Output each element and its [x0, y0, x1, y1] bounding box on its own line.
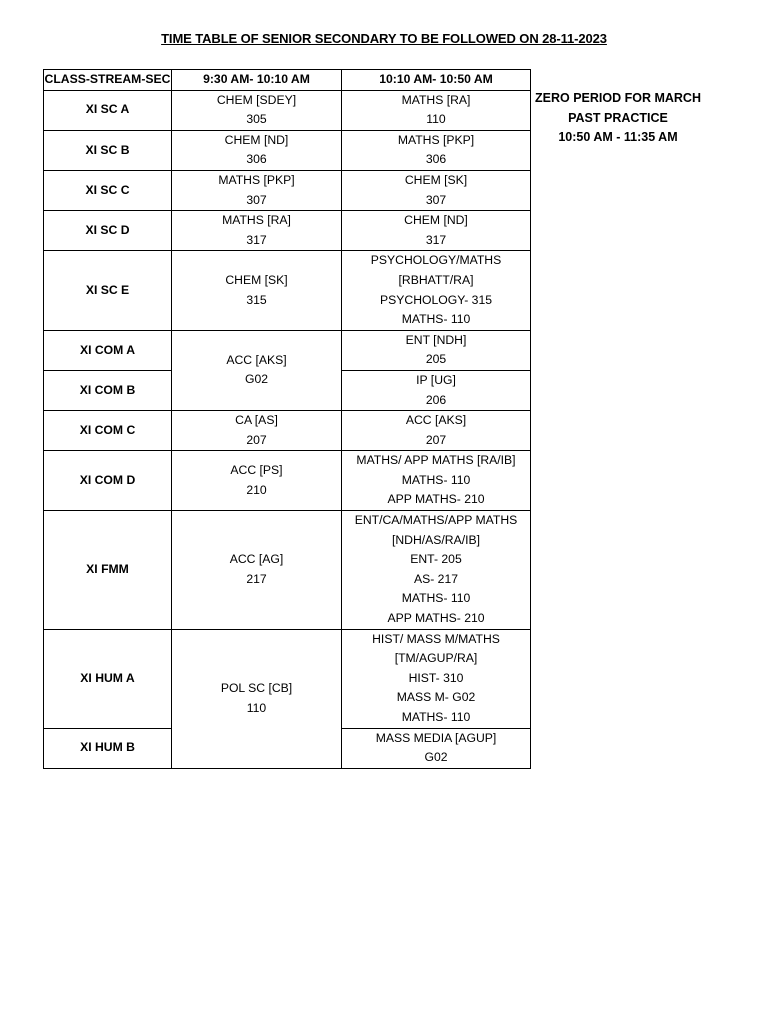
period-2-line: MATHS/ APP MATHS [RA/IB] — [356, 453, 516, 468]
table-row — [44, 451, 531, 511]
period-2-room: 317 — [425, 232, 447, 247]
period-2-room: G02 — [424, 750, 448, 765]
table-row — [44, 411, 531, 451]
period-1-room: G02 — [244, 372, 269, 387]
period-1-room: 110 — [246, 700, 267, 715]
period-2-subject: MATHS [RA] — [401, 92, 471, 107]
period-1-room: 315 — [246, 292, 267, 307]
period-2-room: 205 — [425, 352, 447, 367]
period-2-subject: MASS MEDIA [AGUP] — [375, 730, 497, 745]
class-cell: XI COM C — [44, 411, 172, 451]
class-cell: XI SC B — [44, 130, 172, 170]
period-1-subject: CHEM [ND] — [224, 132, 289, 147]
period-2-cell — [342, 728, 531, 768]
period-2-cell — [342, 629, 531, 728]
period-2-subject: MATHS [PKP] — [397, 132, 475, 147]
period-1-cell — [172, 130, 342, 170]
class-cell: XI SC C — [44, 170, 172, 210]
period-2-line: ENT- 205 — [410, 552, 462, 567]
table-row — [44, 511, 531, 630]
period-1-cell — [172, 90, 342, 130]
class-cell: XI HUM B — [44, 728, 172, 768]
period-2-cell — [342, 451, 531, 511]
period-1-subject: POL SC [CB] — [220, 681, 293, 696]
table-row — [44, 130, 531, 170]
note-line: PAST PRACTICE — [568, 110, 668, 125]
table-row — [44, 90, 531, 130]
header-period-1: 9:30 AM- 10:10 AM — [172, 70, 342, 91]
period-2-cell — [342, 411, 531, 451]
period-2-line: MATHS- 110 — [401, 312, 471, 327]
page-title: TIME TABLE OF SENIOR SECONDARY TO BE FOLLOWED ON 28-11-2023 — [161, 31, 607, 46]
period-2-line: PSYCHOLOGY- 315 — [380, 292, 492, 307]
period-2-line: HIST- 310 — [408, 670, 464, 685]
zero-period-note — [533, 89, 703, 148]
class-cell: XI COM A — [44, 330, 172, 370]
period-2-line: MATHS- 110 — [401, 591, 471, 606]
period-2-cell — [342, 170, 531, 210]
period-2-room: 206 — [425, 392, 447, 407]
table-row — [44, 251, 531, 330]
class-cell: XI SC E — [44, 251, 172, 330]
period-2-line: MASS M- G02 — [396, 690, 476, 705]
period-1-room: 217 — [246, 571, 267, 586]
period-1-cell — [172, 330, 342, 410]
period-1-cell — [172, 251, 342, 330]
period-1-cell — [172, 170, 342, 210]
period-1-room: 306 — [246, 152, 267, 167]
note-line: ZERO PERIOD FOR MARCH — [535, 91, 701, 105]
table-row — [44, 170, 531, 210]
period-1-subject: MATHS [PKP] — [218, 172, 295, 187]
period-1-subject: CHEM [SDEY] — [216, 92, 297, 107]
class-cell: XI SC D — [44, 211, 172, 251]
period-1-subject: MATHS [RA] — [222, 213, 291, 228]
period-1-subject: ACC [PS] — [230, 463, 283, 478]
period-1-room: 307 — [246, 192, 267, 207]
period-2-line: APP MATHS- 210 — [387, 611, 485, 626]
period-1-room: 317 — [246, 232, 267, 247]
period-1-subject: CHEM [SK] — [225, 272, 288, 287]
header-period-2: 10:10 AM- 10:50 AM — [342, 70, 531, 91]
period-2-cell — [342, 251, 531, 330]
period-1-room: 210 — [246, 482, 267, 497]
period-2-line: AS- 217 — [413, 571, 459, 586]
period-1-room: 305 — [246, 112, 267, 127]
timetable — [43, 69, 531, 769]
period-2-subject: CHEM [SK] — [404, 172, 468, 187]
period-2-line: MATHS- 110 — [401, 710, 471, 724]
period-2-cell — [342, 511, 531, 630]
period-1-cell — [172, 511, 342, 630]
period-2-line: APP MATHS- 210 — [387, 492, 485, 507]
period-2-subject: IP [UG] — [416, 372, 456, 387]
table-row — [44, 330, 531, 370]
header-row — [44, 70, 531, 91]
period-1-subject: CA [AS] — [235, 413, 278, 428]
period-2-subject: ACC [AKS] — [405, 413, 467, 428]
period-1-cell — [172, 451, 342, 511]
period-2-room: 110 — [426, 112, 446, 127]
table-row — [44, 629, 531, 728]
period-2-cell — [342, 130, 531, 170]
class-cell: XI FMM — [44, 511, 172, 630]
period-2-room: 207 — [425, 432, 447, 447]
period-2-cell — [342, 370, 531, 410]
period-2-room: 306 — [425, 152, 447, 167]
period-2-cell — [342, 330, 531, 370]
period-2-cell — [342, 211, 531, 251]
period-2-subject: CHEM [ND] — [404, 213, 468, 228]
header-class: CLASS-STREAM-SEC — [44, 70, 172, 91]
period-2-room: 307 — [425, 192, 447, 207]
period-1-room: 207 — [246, 432, 267, 447]
period-1-subject: ACC [AG] — [229, 552, 284, 567]
class-cell: XI SC A — [44, 90, 172, 130]
period-2-line: HIST/ MASS M/MATHS — [372, 631, 500, 646]
period-2-line: MATHS- 110 — [401, 472, 471, 487]
class-cell: XI COM B — [44, 370, 172, 410]
period-2-cell — [342, 90, 531, 130]
period-2-line: ENT/CA/MATHS/APP MATHS — [354, 513, 518, 528]
period-2-line: [RBHATT/RA] — [398, 272, 474, 287]
table-row — [44, 211, 531, 251]
period-1-subject: ACC [AKS] — [226, 352, 287, 367]
period-2-line: [TM/AGUP/RA] — [394, 651, 478, 666]
note-line: 10:50 AM - 11:35 AM — [558, 130, 678, 145]
period-1-cell — [172, 411, 342, 451]
period-1-cell — [172, 211, 342, 251]
period-2-subject: ENT [NDH] — [405, 332, 467, 347]
class-cell: XI COM D — [44, 451, 172, 511]
period-2-line: [NDH/AS/RA/IB] — [391, 532, 481, 547]
period-1-cell — [172, 629, 342, 768]
period-2-line: PSYCHOLOGY/MATHS — [370, 253, 502, 268]
class-cell: XI HUM A — [44, 629, 172, 728]
